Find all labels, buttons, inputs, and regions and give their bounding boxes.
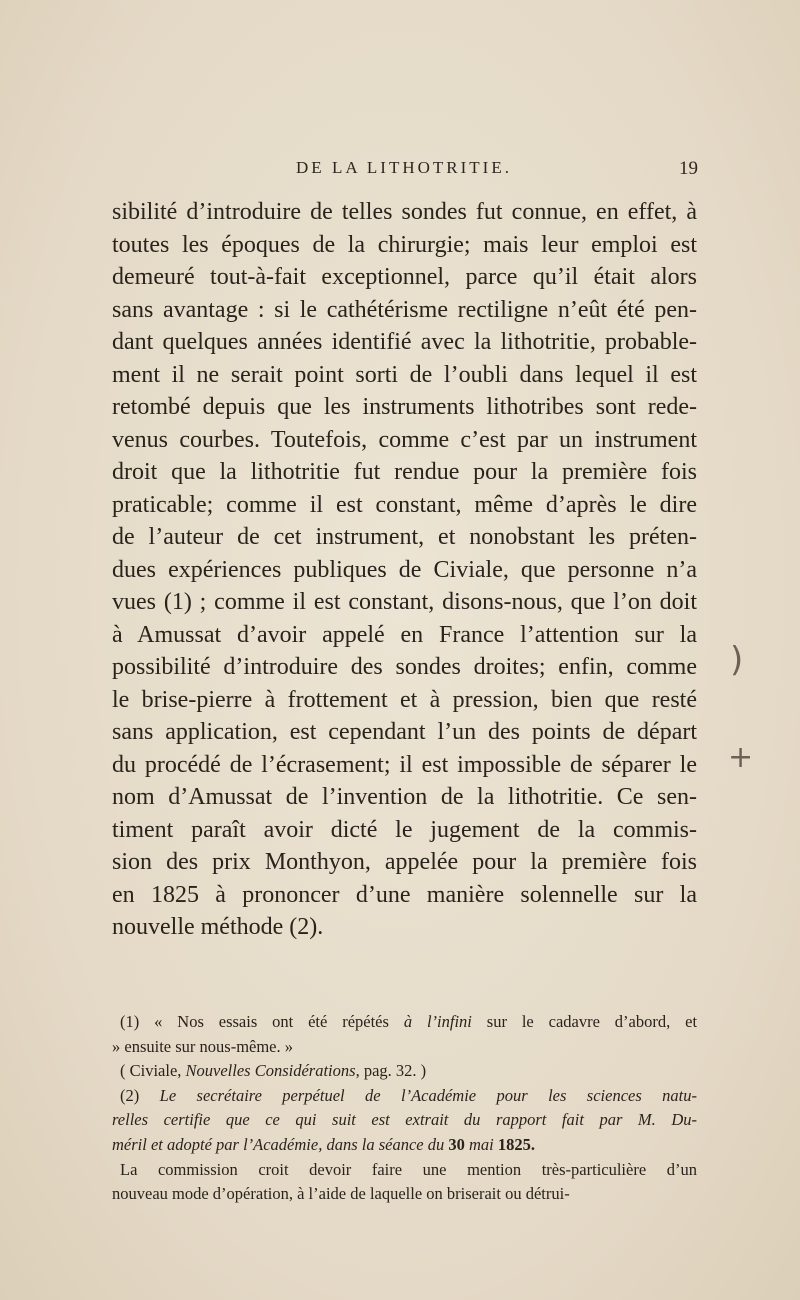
text-line: toutes les époques de la chirurgie; mais leur emploi est (112, 231, 697, 258)
text-line: sibilité d’introduire de telles sondes fut connue, en effet, à (112, 199, 697, 225)
page-header (110, 158, 698, 188)
text-line: sans application, est cependant l’un des points de départ (112, 719, 697, 745)
text-line: à Amussat d’avoir appelé en France l’attention sur la (112, 621, 697, 648)
margin-plus-mark: + (728, 740, 754, 775)
text-line: de l’auteur de cet instrument, et nonobstant les préten- (112, 524, 697, 550)
footnote-2-line (112, 1133, 697, 1158)
text-line: venus courbes. Toutefois, comme c’est par un instrument (112, 426, 697, 453)
footnotes (112, 1010, 697, 1207)
footnote-italic: à l’infini (403, 1012, 472, 1031)
footnote-italic: méril et adopté par l’Académie, dans la séance du (112, 1134, 445, 1154)
text-line: sans avantage : si le cathétérisme rectiligne n’eût été pen- (112, 296, 697, 323)
citation-title: Nouvelles Considérations (185, 1061, 356, 1081)
text-line: le brise-pierre à frottement et à pression, bien que resté (112, 686, 697, 713)
text-line: demeuré tout-à-fait exceptionnel, parce qu’il était alors (112, 264, 697, 290)
text-line: vues (1) ; comme il est constant, disons-nous, que l’on doit (112, 589, 697, 615)
running-title: DE LA LITHOTRITIE. (296, 158, 512, 177)
text-line: timent paraît avoir dicté le jugement de la commis- (112, 816, 697, 843)
footnote-italic: Le secrétaire perpétuel de l’Académie pour les sciences natu- (159, 1085, 697, 1105)
text-line: droit que la lithotritie fut rendue pour la première fois (112, 459, 697, 485)
main-text (112, 196, 697, 944)
text-line: dant quelques années identifié avec la lithotritie, probable- (112, 329, 697, 355)
footnote-2-line: relles certifie que ce qui suit est extrait du rapport fait par M. Du- (112, 1110, 697, 1130)
footnote-text: « Nos essais ont été répétés (154, 1012, 389, 1031)
text-line: dues expériences publiques de Civiale, que personne n’a (112, 556, 697, 583)
text-line: nouvelle méthode (2). (112, 914, 324, 940)
text-line: praticable; comme il est constant, même d’après le dire (112, 491, 697, 518)
citation-text: , pag. 32. ) (355, 1061, 427, 1081)
page-number: 19 (679, 158, 698, 179)
text-line: possibilité d’introduire des sondes droites; enfin, comme (112, 654, 697, 680)
text-line: sion des prix Monthyon, appelée pour la première fois (112, 849, 697, 875)
text-line: nom d’Amussat de l’invention de la lithotritie. Ce sen- (112, 784, 697, 810)
text-line: en 1825 à prononcer d’une manière solennelle sur la (112, 881, 697, 908)
text-line: ment il ne serait point sorti de l’oubli dans lequel il est (112, 361, 697, 388)
footnote-2-line: nouveau mode d’opération, à l’aide de laquelle on briserait ou détrui- (112, 1184, 570, 1204)
footnote-2 (112, 1084, 697, 1109)
footnote-1-cont: » ensuite sur nous-même. » (112, 1036, 294, 1056)
footnote-marker: (1) (120, 1012, 140, 1031)
footnote-bold: 1825. (497, 1134, 535, 1154)
footnote-2-line: La commission croit devoir faire une mention très-particulière d’un (120, 1159, 697, 1179)
footnote-citation (112, 1059, 697, 1084)
footnote-text: sur le cadavre d’abord, et (486, 1012, 698, 1031)
footnote-bold: 30 (448, 1134, 465, 1154)
footnote-italic: mai (468, 1134, 494, 1154)
text-line: retombé depuis que les instruments lithotribes sont rede- (112, 394, 697, 420)
citation-text: ( Civiale, (120, 1061, 182, 1081)
text-line: du procédé de l’écrasement; il est impossible de séparer le (112, 751, 697, 778)
footnote-1 (112, 1010, 697, 1035)
footnote-marker: (2) (120, 1085, 140, 1105)
margin-bracket-mark: ) (730, 640, 744, 680)
